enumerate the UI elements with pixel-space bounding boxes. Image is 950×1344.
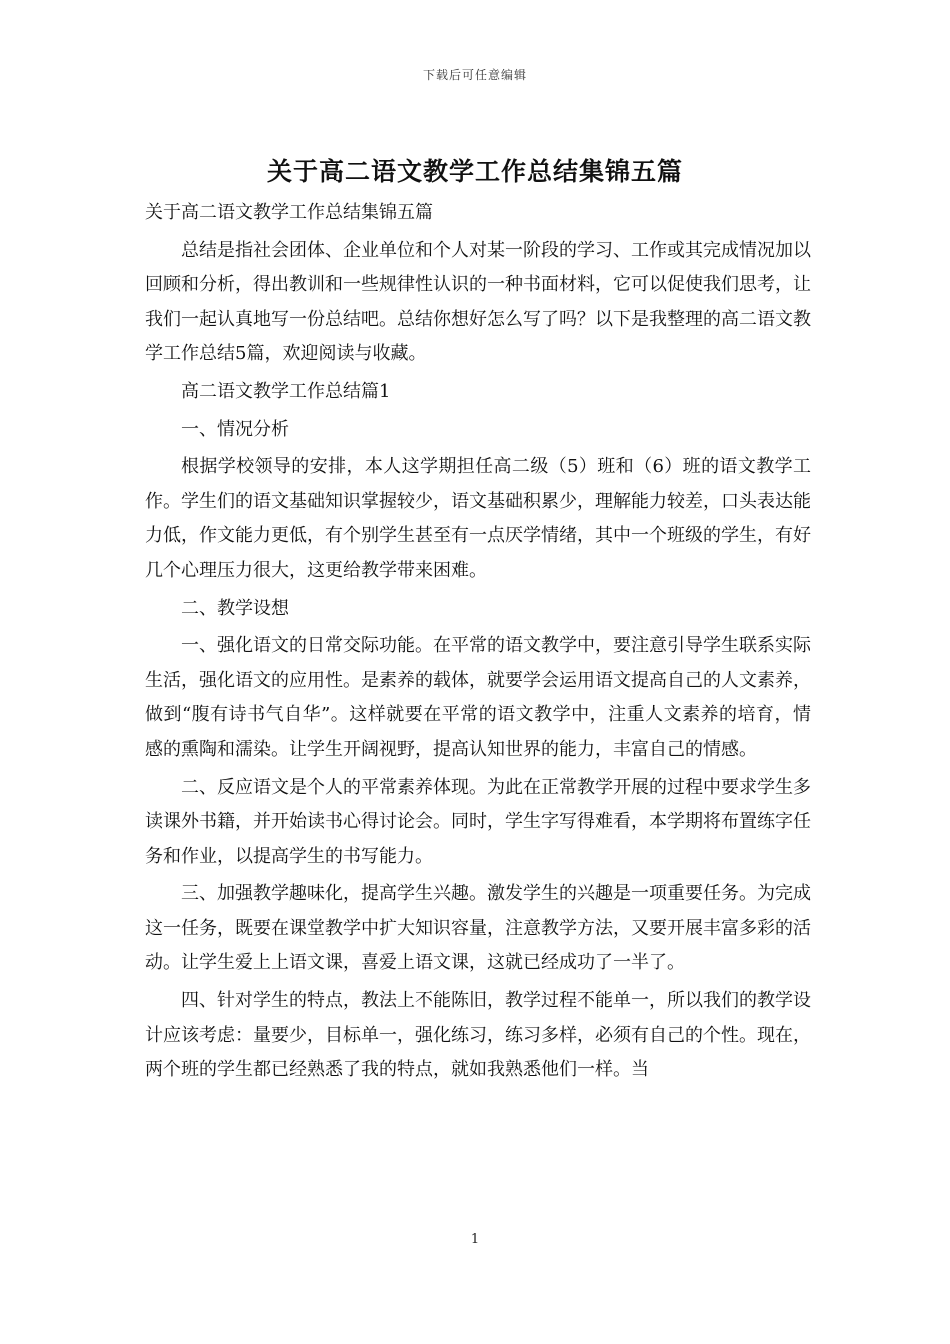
header-note: 下载后可任意编辑 <box>422 68 527 82</box>
paragraph: 根据学校领导的安排，本人这学期担任高二级（5）班和（6）班的语文教学工作。学生们的语文基础知识掌握较少，语文基础积累少，理解能力较差，口头表达能力低，作文能力更低，有个别学生甚至有一点厌学情绪，其中一个班级的学生，有好几个心理压力很大，这更给教学带来困难。 <box>145 456 811 581</box>
paragraph: 一、强化语文的日常交际功能。在平常的语文教学中，要注意引导学生联系实际生活，强化语文的应用性。是素养的载体，就要学会运用语文提高自己的人文素养，做到“腹有诗书气自华”。这样就要在平常的语文教学中，注重人文素养的培育，情感的熏陶和濡染。让学生开阔视野，提高认知世界的能力，丰富自己的情感。 <box>145 635 811 760</box>
paragraph: 三、加强教学趣味化，提高学生兴趣。激发学生的兴趣是一项重要任务。为完成这一任务，既要在课堂教学中扩大知识容量，注意教学方法，又要开展丰富多彩的活动。让学生爱上上语文课，喜爱上语文课，这就已经成功了一半了。 <box>145 883 811 974</box>
paragraph: 四、针对学生的特点，教法上不能陈旧，教学过程不能单一，所以我们的教学设计应该考虑：量要少，目标单一，强化练习，练习多样，必须有自己的个性。现在，两个班的学生都已经熟悉了我的特点，就如我熟悉他们一样。当 <box>145 990 811 1081</box>
section-heading: 高二语文教学工作总结篇1 <box>181 380 391 402</box>
document-body <box>145 196 811 1091</box>
section-heading: 二、教学设想 <box>181 597 289 619</box>
page-number: 1 <box>470 1232 480 1247</box>
section-heading: 一、情况分析 <box>181 418 289 440</box>
document-title: 关于高二语文教学工作总结集锦五篇 <box>266 157 683 186</box>
paragraph: 总结是指社会团体、企业单位和个人对某一阶段的学习、工作或其完成情况加以回顾和分析，得出教训和一些规律性认识的一种书面材料，它可以促使我们思考，让我们一起认真地写一份总结吧。总结你想好怎么写了吗？以下是我整理的高二语文教学工作总结5篇，欢迎阅读与收藏。 <box>145 239 811 365</box>
paragraph: 二、反应语文是个人的平常素养体现。为此在正常教学开展的过程中要求学生多读课外书籍，并开始读书心得讨论会。同时，学生字写得难看，本学期将布置练字任务和作业，以提高学生的书写能力。 <box>145 776 811 867</box>
paragraph: 关于高二语文教学工作总结集锦五篇 <box>145 202 433 223</box>
